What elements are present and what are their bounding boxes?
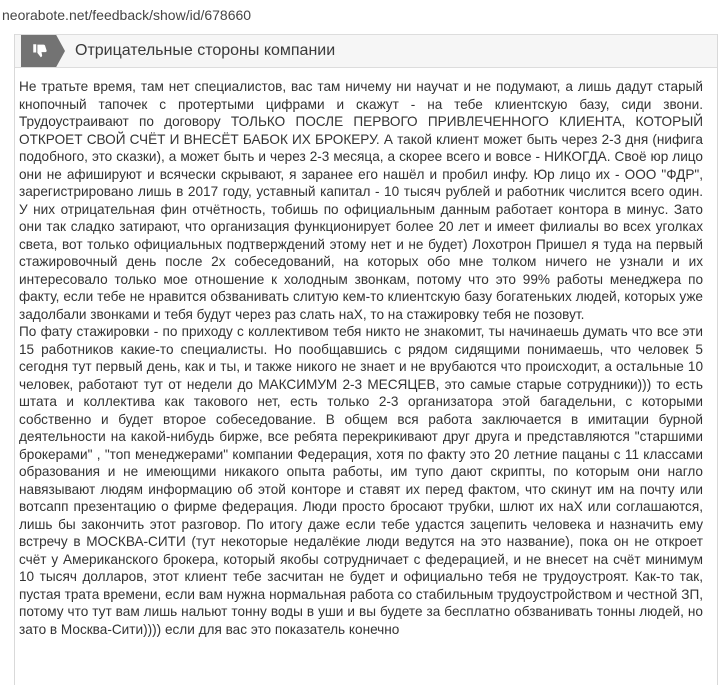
negative-aspects-card: [14, 34, 718, 685]
section-header: [15, 34, 717, 68]
review-text: [15, 68, 717, 638]
address-bar[interactable]: neorabote.net/feedback/show/id/678660: [0, 0, 724, 30]
review-paragraph: По фату стажировки - по приходу с коллективом тебя никто не знакомит, ты начинаешь думать что все эти 15 работников какие-то специалисты. Но пообщавшись с рядом сидящими понимаешь, что человек 5 сегодня тут первый день, как и ты, и также никого не знает и не врубаются что происходит, а остальные 10 человек, работают тут от недели до МАКСИМУМ 2-3 МЕСЯЦЕВ, это самые старые сотрудники))) то есть штата и коллектива как такового нет, есть только 2-3 организатора этой багадельни, с которыми собственно и будет второе собеседование. В общем вся работа заключается в имитации бурной деятельности на какой-нибудь бирже, все ребята перекрикивают друг друга и представляются "старшими брокерами" , "топ менеджерами" компании Федерация, хотя по факту это 20 летние пацаны с 11 классами образования и не имеющими никакого опыта работы, им тупо дают скрипты, по которым они нагло навязывают людям информацию об этой конторе и ставят их перед фактом, что скинут им на почту или вотсапп презентацию о фирме федерация. Люди просто бросают трубки, шлют их наХ или соглашаются, лишь бы закончить этот разговор. По итогу даже если тебе удастся зацепить человека и назначить ему встречу в МОСКВА-СИТИ (тут некоторые недалёкие люди ведутся на это название), пока он не откроет счёт у Американского брокера, который якобы сотрудничает с федерацией, и не внесет на счёт минимум 10 тысяч долларов, этот клиент тебе засчитан не будет и официально тебя не трудоустроят. Как-то так, пустая трата времени, если вам нужна нормальная работа со стабильным трудоустройством и честной ЗП, потому что тут вам лишь нальют тонну воды в уши и вы будете за бесплатно обзванивать тонны людей, но зато в Москва-Сити)))) если для вас это показатель конечно: [19, 324, 703, 637]
review-paragraph: Не тратьте время, там нет специалистов, вас там ничему ни научат и не подумают, а лишь дадут старый кнопочный тапочек с протертыми цифрами и скажут - на тебе клиентскую базу, сиди звони. Трудоустраивают по договору ТОЛЬКО ПОСЛЕ ПЕРВОГО ПРИВЛЕЧЕННОГО КЛИЕНТА, КОТОРЫЙ ОТКРОЕТ СВОЙ СЧЁТ И ВНЕСЁТ БАБОК ИХ БРОКЕРУ. А такой клиент может быть через 2-3 дня (нифига подобного, это сказки), а может быть и через 2-3 месяца, а скорее всего и вовсе - НИКОГДА. Своё юр лицо они не афишируют и всячески скрывают, я заранее его нашёл и пробил инфу. Юр лицо их - ООО "ФДР", зарегистрировано лишь в 2017 году, уставный капитал - 10 тысяч рублей и работник числится всего один. У них отрицательная фин отчётность, тобишь по официальным данным работает контора в минус. Зато они так сладко затирают, что организация функционирует более 20 лет и имеет филиалы во всех уголках света, вот только официальных подтверждений этому нет и не будет) Лохотрон Пришел я туда на первый стажировочный день после 2х собеседований, на которых обо мне толком ничего не узнали и их интересовало только мое отношение к холодным звонкам, потому что это 99% работы менеджера по факту, если тебе не нравится обзванивать слитую кем-то клиентскую базу богатеньких людей, которых уже задолбали звонками и тебя будут через раз слать наХ, то на стажировку тебя не позовут.: [19, 79, 703, 322]
thumbs-down-icon: [21, 35, 65, 67]
section-title: Отрицательные стороны компании: [75, 42, 336, 59]
